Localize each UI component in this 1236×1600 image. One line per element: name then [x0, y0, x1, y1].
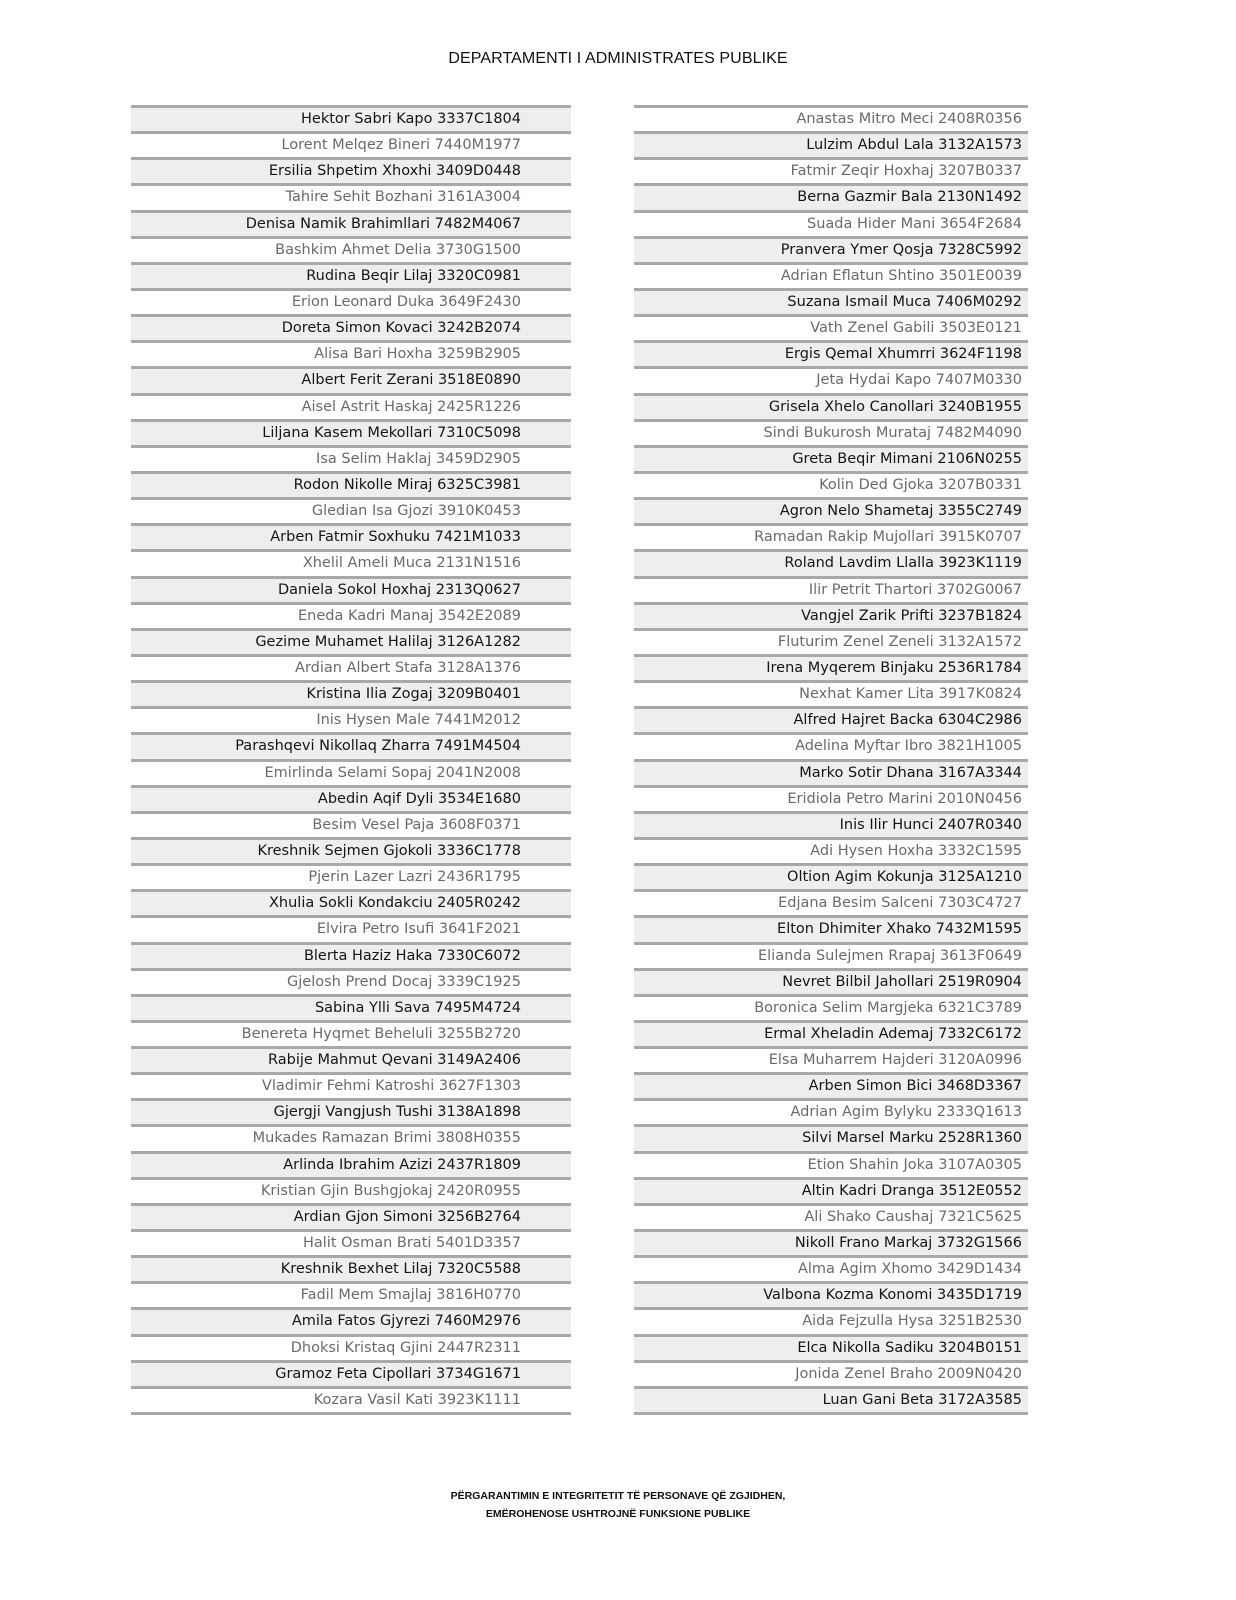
list-item: Tahire Sehit Bozhani 3161A3004 [131, 183, 571, 209]
list-item: Alma Agim Xhomo 3429D1434 [634, 1255, 1028, 1281]
list-item: Inis Ilir Hunci 2407R0340 [634, 811, 1028, 837]
list-item: Abedin Aqif Dyli 3534E1680 [131, 785, 571, 811]
list-item: Arben Fatmir Soxhuku 7421M1033 [131, 523, 571, 549]
list-item: Ersilia Shpetim Xhoxhi 3409D0448 [131, 157, 571, 183]
list-item: Mukades Ramazan Brimi 3808H0355 [131, 1124, 571, 1150]
list-bottom-divider [634, 1412, 1028, 1415]
list-item: Kreshnik Bexhet Lilaj 7320C5588 [131, 1255, 571, 1281]
list-item: Lulzim Abdul Lala 3132A1573 [634, 131, 1028, 157]
list-item: Vladimir Fehmi Katroshi 3627F1303 [131, 1072, 571, 1098]
list-item: Roland Lavdim Llalla 3923K1119 [634, 549, 1028, 575]
list-item: Adrian Eflatun Shtino 3501E0039 [634, 262, 1028, 288]
list-item: Grisela Xhelo Canollari 3240B1955 [634, 393, 1028, 419]
list-item: Denisa Namik Brahimllari 7482M4067 [131, 210, 571, 236]
list-item: Valbona Kozma Konomi 3435D1719 [634, 1281, 1028, 1307]
list-item: Inis Hysen Male 7441M2012 [131, 706, 571, 732]
list-item: Amila Fatos Gjyrezi 7460M2976 [131, 1307, 571, 1333]
list-item: Hektor Sabri Kapo 3337C1804 [131, 105, 571, 131]
list-item: Ergis Qemal Xhumrri 3624F1198 [634, 340, 1028, 366]
list-item: Irena Myqerem Binjaku 2536R1784 [634, 654, 1028, 680]
list-item: Greta Beqir Mimani 2106N0255 [634, 445, 1028, 471]
list-item: Nevret Bilbil Jahollari 2519R0904 [634, 968, 1028, 994]
list-item: Dhoksi Kristaq Gjini 2447R2311 [131, 1334, 571, 1360]
list-item: Daniela Sokol Hoxhaj 2313Q0627 [131, 576, 571, 602]
list-item: Fadil Mem Smajlaj 3816H0770 [131, 1281, 571, 1307]
list-item: Liljana Kasem Mekollari 7310C5098 [131, 419, 571, 445]
list-item: Ramadan Rakip Mujollari 3915K0707 [634, 523, 1028, 549]
list-item: Kreshnik Sejmen Gjokoli 3336C1778 [131, 837, 571, 863]
list-item: Aida Fejzulla Hysa 3251B2530 [634, 1307, 1028, 1333]
list-item: Isa Selim Haklaj 3459D2905 [131, 445, 571, 471]
list-item: Alisa Bari Hoxha 3259B2905 [131, 340, 571, 366]
list-item: Benereta Hyqmet Beheluli 3255B2720 [131, 1020, 571, 1046]
list-item: Suada Hider Mani 3654F2684 [634, 210, 1028, 236]
list-item: Pjerin Lazer Lazri 2436R1795 [131, 863, 571, 889]
list-item: Arben Simon Bici 3468D3367 [634, 1072, 1028, 1098]
list-item: Boronica Selim Margjeka 6321C3789 [634, 994, 1028, 1020]
footer-line-1: PËRGARANTIMIN E INTEGRITETIT TË PERSONAVE QË ZGJIDHEN, [450, 1490, 786, 1502]
list-item: Elianda Sulejmen Rrapaj 3613F0649 [634, 942, 1028, 968]
list-item: Gjergji Vangjush Tushi 3138A1898 [131, 1098, 571, 1124]
list-item: Bashkim Ahmet Delia 3730G1500 [131, 236, 571, 262]
list-item: Pranvera Ymer Qosja 7328C5992 [634, 236, 1028, 262]
list-item: Kristina Ilia Zogaj 3209B0401 [131, 680, 571, 706]
list-item: Marko Sotir Dhana 3167A3344 [634, 759, 1028, 785]
page-title: DEPARTAMENTI I ADMINISTRATES PUBLIKE [448, 50, 788, 67]
list-item: Lorent Melqez Bineri 7440M1977 [131, 131, 571, 157]
list-item: Albert Ferit Zerani 3518E0890 [131, 366, 571, 392]
list-item: Etion Shahin Joka 3107A0305 [634, 1151, 1028, 1177]
page-footer [0, 1487, 1236, 1523]
list-item: Jonida Zenel Braho 2009N0420 [634, 1360, 1028, 1386]
list-item: Oltion Agim Kokunja 3125A1210 [634, 863, 1028, 889]
list-item: Nikoll Frano Markaj 3732G1566 [634, 1229, 1028, 1255]
list-item: Rudina Beqir Lilaj 3320C0981 [131, 262, 571, 288]
list-item: Elsa Muharrem Hajderi 3120A0996 [634, 1046, 1028, 1072]
list-item: Vath Zenel Gabili 3503E0121 [634, 314, 1028, 340]
list-item: Blerta Haziz Haka 7330C6072 [131, 942, 571, 968]
list-item: Parashqevi Nikollaq Zharra 7491M4504 [131, 732, 571, 758]
list-item: Altin Kadri Dranga 3512E0552 [634, 1177, 1028, 1203]
list-item: Jeta Hydai Kapo 7407M0330 [634, 366, 1028, 392]
list-item: Emirlinda Selami Sopaj 2041N2008 [131, 759, 571, 785]
list-item: Aisel Astrit Haskaj 2425R1226 [131, 393, 571, 419]
footer-line-2: EMËROHENOSE USHTROJNË FUNKSIONE PUBLIKE [485, 1508, 751, 1520]
list-item: Xhulia Sokli Kondakciu 2405R0242 [131, 889, 571, 915]
list-item: Sindi Bukurosh Murataj 7482M4090 [634, 419, 1028, 445]
list-item: Kolin Ded Gjoka 3207B0331 [634, 471, 1028, 497]
list-item: Erion Leonard Duka 3649F2430 [131, 288, 571, 314]
list-item: Ardian Albert Stafa 3128A1376 [131, 654, 571, 680]
list-item: Luan Gani Beta 3172A3585 [634, 1386, 1028, 1412]
list-item: Edjana Besim Salceni 7303C4727 [634, 889, 1028, 915]
list-item: Fatmir Zeqir Hoxhaj 3207B0337 [634, 157, 1028, 183]
list-item: Gjelosh Prend Docaj 3339C1925 [131, 968, 571, 994]
list-item: Anastas Mitro Meci 2408R0356 [634, 105, 1028, 131]
list-item: Silvi Marsel Marku 2528R1360 [634, 1124, 1028, 1150]
list-item: Halit Osman Brati 5401D3357 [131, 1229, 571, 1255]
list-item: Rodon Nikolle Miraj 6325C3981 [131, 471, 571, 497]
list-bottom-divider [131, 1412, 571, 1415]
list-item: Doreta Simon Kovaci 3242B2074 [131, 314, 571, 340]
list-item: Elvira Petro Isufi 3641F2021 [131, 915, 571, 941]
list-item: Gramoz Feta Cipollari 3734G1671 [131, 1360, 571, 1386]
list-item: Kozara Vasil Kati 3923K1111 [131, 1386, 571, 1412]
list-item: Berna Gazmir Bala 2130N1492 [634, 183, 1028, 209]
list-item: Fluturim Zenel Zeneli 3132A1572 [634, 628, 1028, 654]
list-item: Vangjel Zarik Prifti 3237B1824 [634, 602, 1028, 628]
list-item: Gezime Muhamet Halilaj 3126A1282 [131, 628, 571, 654]
list-item: Ermal Xheladin Ademaj 7332C6172 [634, 1020, 1028, 1046]
list-item: Adelina Myftar Ibro 3821H1005 [634, 732, 1028, 758]
list-item: Ali Shako Caushaj 7321C5625 [634, 1203, 1028, 1229]
list-item: Elca Nikolla Sadiku 3204B0151 [634, 1334, 1028, 1360]
list-item: Rabije Mahmut Qevani 3149A2406 [131, 1046, 571, 1072]
list-item: Xhelil Ameli Muca 2131N1516 [131, 549, 571, 575]
left-name-list [131, 105, 571, 1415]
right-name-list [634, 105, 1028, 1415]
list-item: Besim Vesel Paja 3608F0371 [131, 811, 571, 837]
list-item: Arlinda Ibrahim Azizi 2437R1809 [131, 1151, 571, 1177]
list-item: Suzana Ismail Muca 7406M0292 [634, 288, 1028, 314]
list-item: Agron Nelo Shametaj 3355C2749 [634, 497, 1028, 523]
list-item: Adrian Agim Bylyku 2333Q1613 [634, 1098, 1028, 1124]
list-item: Eneda Kadri Manaj 3542E2089 [131, 602, 571, 628]
list-item: Gledian Isa Gjozi 3910K0453 [131, 497, 571, 523]
list-item: Elton Dhimiter Xhako 7432M1595 [634, 915, 1028, 941]
list-item: Adi Hysen Hoxha 3332C1595 [634, 837, 1028, 863]
list-item: Kristian Gjin Bushgjokaj 2420R0955 [131, 1177, 571, 1203]
list-item: Ardian Gjon Simoni 3256B2764 [131, 1203, 571, 1229]
list-item: Ilir Petrit Thartori 3702G0067 [634, 576, 1028, 602]
list-item: Eridiola Petro Marini 2010N0456 [634, 785, 1028, 811]
list-item: Nexhat Kamer Lita 3917K0824 [634, 680, 1028, 706]
list-item: Sabina Ylli Sava 7495M4724 [131, 994, 571, 1020]
list-item: Alfred Hajret Backa 6304C2986 [634, 706, 1028, 732]
